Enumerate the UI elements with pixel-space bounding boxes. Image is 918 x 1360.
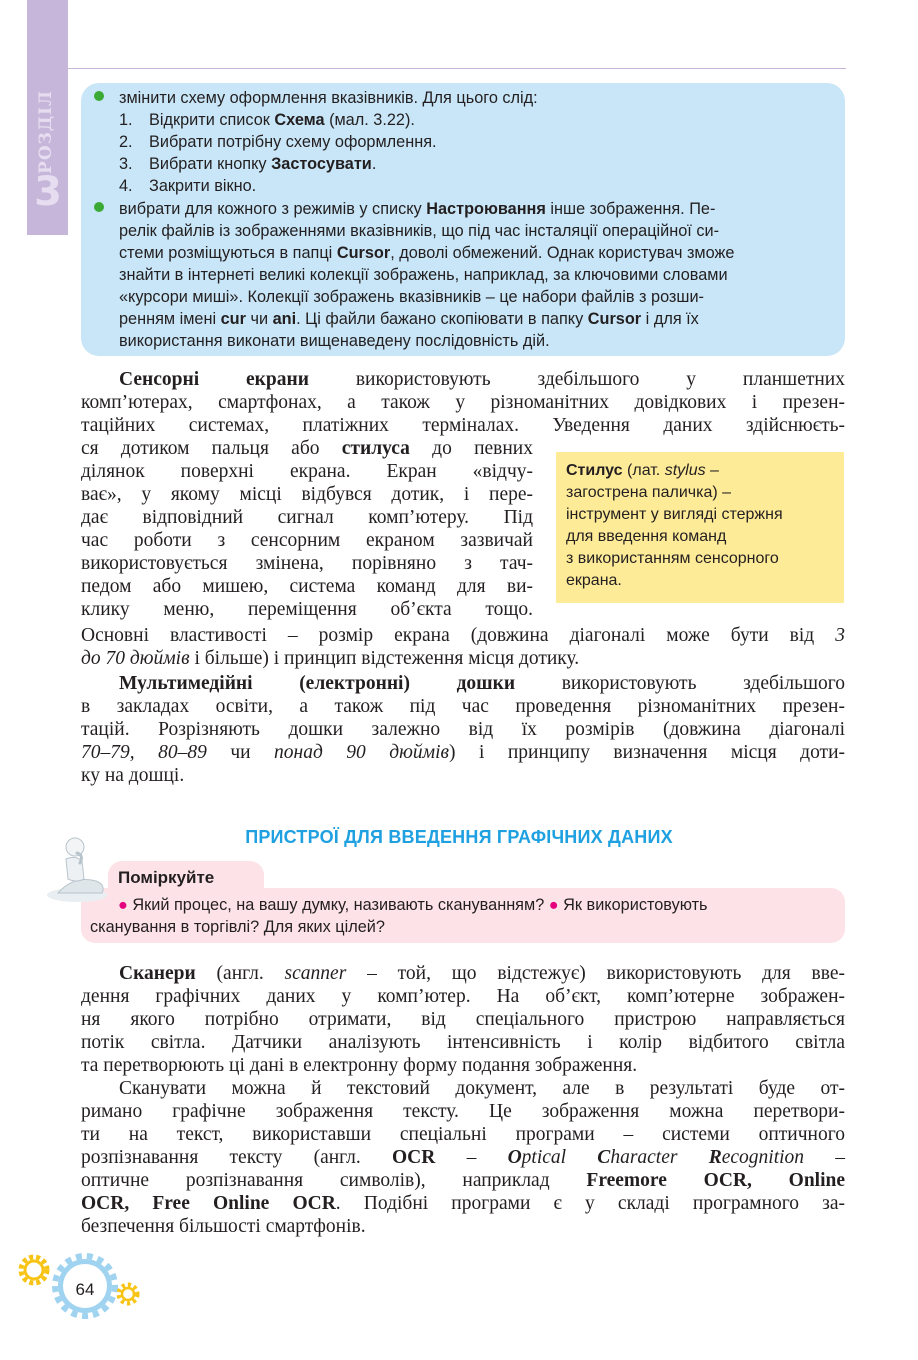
paragraph-line: дення графічних даних у комп’ютер. На об’єкт, комп’ютерне зображен- bbox=[81, 986, 845, 1007]
info-bullet-2-line: стеми розміщуються в папці Cursor, доволі обмежений. Однак користувач зможе bbox=[119, 244, 735, 262]
paragraph-line: 70–79, 80–89 чи понад 90 дюймів) і принципу визначення місця доти- bbox=[81, 742, 846, 763]
paragraph-line: ділянок поверхні екрана. Екран «відчу- bbox=[81, 461, 533, 482]
paragraph-line: ти на текст, використавши спеціальні програми – системи оптичного bbox=[81, 1124, 845, 1145]
paragraph-line: римано графічне зображення тексту. Це зображення можна перетвори- bbox=[81, 1101, 845, 1122]
paragraph-line: використовується змінена, порівняно з тач- bbox=[81, 553, 533, 574]
info-bullet-2-line: використання виконати вищенаведену послідовність дій. bbox=[119, 332, 550, 350]
page-number: 64 bbox=[75, 1280, 95, 1299]
paragraph-line: потік світла. Датчики аналізують інтенсивність і колір відбитого світла bbox=[81, 1032, 845, 1053]
info-bullet-1: змінити схему оформлення вказівників. Для цього слід: bbox=[119, 89, 538, 107]
chapter-number: 3 bbox=[34, 169, 62, 215]
info-bullet-2-line: вибрати для кожного з режимів у списку Настроювання інше зображення. Пе- bbox=[119, 200, 716, 218]
paragraph-line: Сканери (англ. scanner – той, що відстежує) використовують для вве- bbox=[119, 963, 845, 984]
paragraph-line: клику меню, переміщення об’єкта тощо. bbox=[81, 599, 533, 620]
paragraph-line: комп’ютерах, смартфонах, а також у різноманітних довідкових і презен- bbox=[81, 392, 845, 413]
info-bullet-2-line: релік файлів із зображеннями вказівників, що під час інсталяції операційної си- bbox=[119, 222, 720, 240]
paragraph-line: Основні властивості – розмір екрана (довжина діагоналі може бути від 3 bbox=[81, 625, 845, 646]
bullet-icon bbox=[94, 91, 104, 101]
paragraph-line: ня якого потрібно отримати, від спеціального пристрою направляється bbox=[81, 1009, 845, 1030]
step-item: 2. Вибрати потрібну схему оформлення. bbox=[119, 133, 437, 151]
paragraph-line: ває», у якому місці відбувся дотик, і пере- bbox=[81, 484, 533, 505]
figure-thinking-icon bbox=[44, 835, 114, 903]
paragraph-line: безпечення більшості смартфонів. bbox=[81, 1216, 366, 1237]
step-item: 4. Закрити вікно. bbox=[119, 177, 257, 195]
think-question-line: сканування в торгівлі? Для яких цілей? bbox=[90, 918, 385, 936]
paragraph-line: педом або мишею, система команд для ви- bbox=[81, 576, 533, 597]
header-rule bbox=[68, 68, 846, 69]
paragraph-line: дає відповідний сигнал комп’ютеру. Під bbox=[81, 507, 533, 528]
bullet-icon bbox=[94, 202, 104, 212]
paragraph-line: таційних системах, платіжних терміналах. Уведення даних здійснюєть- bbox=[81, 415, 845, 436]
paragraph-line: оптичне розпізнавання символів), наприклад Freemore OCR, Online bbox=[81, 1170, 846, 1191]
paragraph-line: в закладах освіти, а також під час проведення різноманітних презен- bbox=[81, 696, 845, 717]
think-label: Поміркуйте bbox=[118, 868, 215, 887]
note-line: екрана. bbox=[566, 572, 622, 589]
chapter-word: РОЗДІЛ bbox=[36, 90, 56, 174]
step-item: 3. Вибрати кнопку Застосувати. bbox=[119, 155, 377, 173]
paragraph-line: Сканувати можна й текстовий документ, але в результаті буде от- bbox=[119, 1078, 845, 1099]
note-line: загострена паличка) – bbox=[566, 484, 732, 501]
think-question-line: ● Який процес, на вашу думку, називають скануванням? ● Як використовують bbox=[118, 896, 708, 914]
paragraph-line: та перетворюють ці дані в електронну форму подання зображення. bbox=[81, 1055, 638, 1076]
note-line: для введення команд bbox=[566, 528, 727, 545]
paragraph-line: Сенсорні екрани використовують здебільшого у планшетних bbox=[119, 369, 845, 390]
info-bullet-2-line: знайти в інтернеті великі колекції зображень, наприклад, за ключовими словами bbox=[119, 266, 728, 284]
note-line: з використанням сенсорного bbox=[566, 550, 779, 567]
note-line: інструмент у вигляді стержня bbox=[566, 506, 783, 523]
paragraph-line: ку на дошці. bbox=[81, 765, 185, 786]
step-item: 1. Відкрити список Схема (мал. 3.22). bbox=[119, 111, 415, 129]
paragraph-line: ся дотиком пальця або стилуса до певних bbox=[81, 438, 533, 459]
paragraph-line: час роботи з сенсорним екраном зазвичай bbox=[81, 530, 533, 551]
info-bullet-2-line: ренням імені cur чи ani. Ці файли бажано скопіювати в папку Cursor і для їх bbox=[119, 310, 699, 328]
section-title: ПРИСТРОЇ ДЛЯ ВВЕДЕННЯ ГРАФІЧНИХ ДАНИХ bbox=[245, 827, 673, 847]
paragraph-line: тацій. Розрізняють дошки залежно від їх розмірів (довжина діагоналі bbox=[81, 719, 845, 740]
info-bullet-2-line: «курсори миші». Колекції зображень вказівників – це набори файлів з розши- bbox=[119, 288, 704, 306]
paragraph-line: до 70 дюймів і більше) і принцип відстеження місця дотику. bbox=[81, 648, 580, 669]
paragraph-line: OCR, Free Online OCR. Подібні програми є у складі програмного за- bbox=[81, 1193, 845, 1214]
note-line: Стилус (лат. stylus – bbox=[566, 462, 719, 479]
paragraph-line: розпізнавання тексту (англ. OCR – Optical Character Recognition – bbox=[81, 1147, 846, 1168]
paragraph-line: Мультимедійні (електронні) дошки використовують здебільшого bbox=[119, 673, 845, 694]
